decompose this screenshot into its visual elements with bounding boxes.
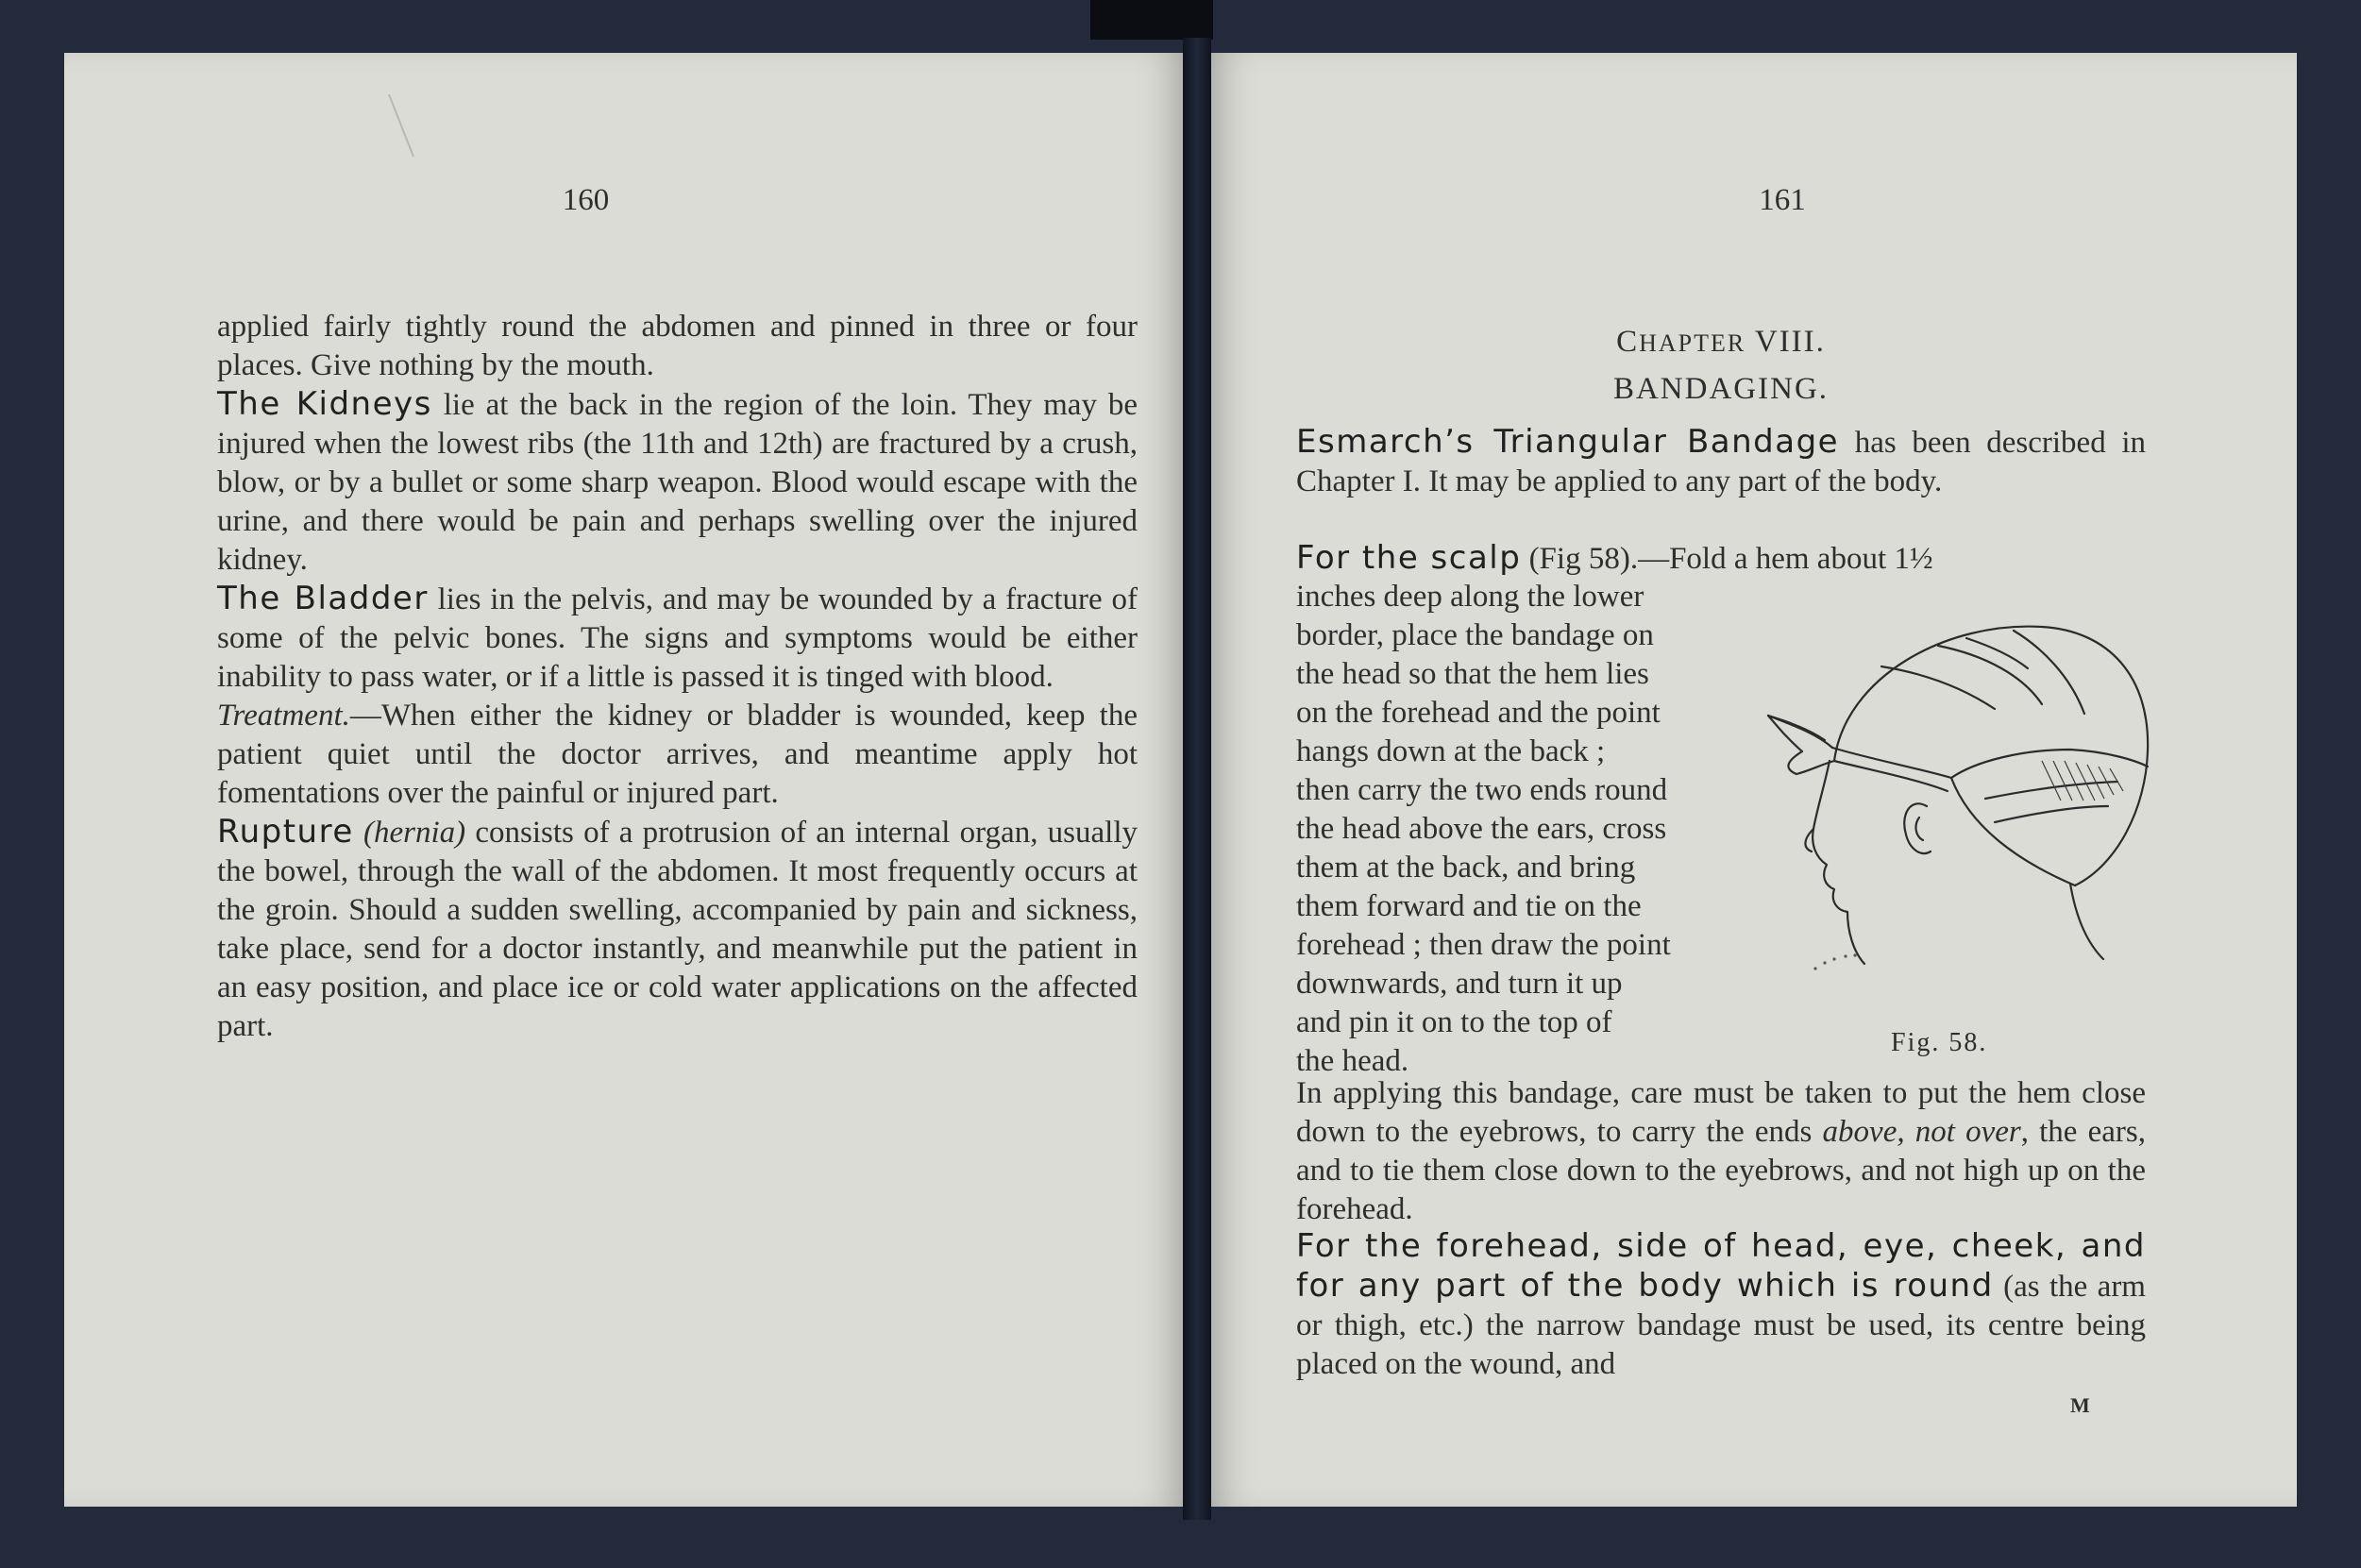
scalp-line: the head. bbox=[1296, 1044, 1409, 1078]
scalp-fig-reference: (Fig 58).—Fold a hem about 1½ bbox=[1521, 542, 1933, 576]
signature-mark: M bbox=[2070, 1393, 2090, 1417]
section-heading-forehead: For the forehead, side of head, eye, cheek, and for any part of the body which is round bbox=[1296, 1227, 2146, 1305]
scalp-line: downwards, and turn it up bbox=[1296, 967, 1623, 1001]
section-heading-esmarch: Esmarch’s Triangular Bandage bbox=[1296, 423, 1840, 461]
rupture-latin-term: (hernia) bbox=[363, 816, 466, 850]
section-heading-bladder: The Bladder bbox=[217, 580, 429, 617]
scalp-line: on the forehead and the point bbox=[1296, 696, 1661, 730]
scalp-line: forehead ; then draw the point bbox=[1296, 928, 1671, 962]
paragraph-kidneys bbox=[217, 385, 1138, 580]
paragraph-text: lie at the back in the region of the loin. They may be injured when the lowest ribs (the 11th and 12th) are fractured by a crush, blow, or by a bullet or some sharp weapon. Blood would escape with the urine, and there would be pain and perhaps swelling over the injured kidney. bbox=[217, 388, 1138, 577]
paragraph-text: , the ears, and to tie them close down to the eyebrows, and not high up on the forehead. bbox=[1296, 1115, 2146, 1226]
paragraph-applying bbox=[1296, 1074, 2146, 1229]
paragraph-continuation bbox=[217, 308, 1138, 385]
scalp-line: and pin it on to the top of bbox=[1296, 1005, 1612, 1039]
section-heading-kidneys: The Kidneys bbox=[217, 385, 432, 423]
scalp-line: inches deep along the lower bbox=[1296, 580, 1644, 614]
emphasis-above-not-over: above, not over bbox=[1822, 1115, 2021, 1149]
spine-shadow bbox=[1090, 0, 1213, 40]
left-page bbox=[64, 53, 1183, 1507]
scalp-line: them forward and tie on the bbox=[1296, 889, 1642, 923]
paragraph-text: —When either the kidney or bladder is wounded, keep the patient quiet until the doctor arrives, and meantime apply hot fomentations over the painful or injured part. bbox=[217, 699, 1138, 810]
scalp-first-line bbox=[1296, 539, 2146, 579]
paragraph-text: In applying this bandage, care must be taken to put the hem close down to the eyebrows, to carry the ends bbox=[1296, 1076, 2146, 1149]
paragraph-text: lies in the pelvis, and may be wounded by a fracture of some of the pelvic bones. The signs and symptoms would be either inability to pass water, or if a little is passed it is tinged with blood. bbox=[217, 582, 1138, 694]
scalp-line: hangs down at the back ; bbox=[1296, 734, 1606, 768]
scalp-line: the head above the ears, cross bbox=[1296, 812, 1667, 846]
paragraph-forehead bbox=[1296, 1227, 2146, 1384]
paragraph-text: (as the arm or thigh, etc.) the narrow bandage must be used, its centre being placed on the wound, and bbox=[1296, 1270, 2146, 1381]
chapter-label-rest: HAPTER bbox=[1639, 329, 1746, 357]
bandaged-head-illustration bbox=[1759, 582, 2155, 1016]
section-heading-rupture: Rupture bbox=[217, 813, 354, 851]
paragraph-text: applied fairly tightly round the abdomen and pinned in three or four places. Give nothing by the mouth. bbox=[217, 310, 1138, 382]
scalp-line: them at the back, and bring bbox=[1296, 851, 1636, 885]
left-page-body bbox=[217, 308, 1138, 1046]
right-page bbox=[1211, 53, 2297, 1507]
scalp-line: border, place the bandage on bbox=[1296, 618, 1654, 652]
paragraph-treatment bbox=[217, 697, 1138, 813]
scalp-line: the head so that the hem lies bbox=[1296, 657, 1649, 691]
paragraph-bladder bbox=[217, 580, 1138, 697]
paragraph-applying-text bbox=[1296, 1074, 2146, 1229]
chapter-title: BANDAGING. bbox=[1612, 372, 1830, 406]
treatment-label: Treatment. bbox=[217, 699, 350, 733]
scalp-line: then carry the two ends round bbox=[1296, 773, 1668, 807]
chapter-number: VIII. bbox=[1754, 325, 1826, 359]
figure-caption: Fig. 58. bbox=[1891, 1028, 1988, 1057]
paragraph-forehead-text bbox=[1296, 1227, 2146, 1384]
page-number-right: 161 bbox=[1759, 183, 1806, 217]
chapter-label-initial: C bbox=[1616, 325, 1640, 359]
page-number-left: 160 bbox=[562, 183, 610, 217]
section-heading-scalp: For the scalp bbox=[1296, 539, 1522, 577]
paragraph-text: consists of a protrusion of an internal organ, usually the bowel, through the wall of the abdomen. It most frequently occurs at the groin. Should a sudden swelling, accompanied by pain and sickness, take place, send for a doctor instantly, and meanwhile put the patient in an easy position, and place ice or cold water applications on the affected part. bbox=[217, 816, 1138, 1043]
paragraph-rupture bbox=[217, 813, 1138, 1046]
paragraph-scalp-heading-line bbox=[1296, 539, 2146, 579]
paragraph-esmarch bbox=[1296, 423, 2146, 501]
chapter-label bbox=[1296, 325, 2146, 360]
paragraph-scalp-body bbox=[1296, 578, 1745, 1081]
pencil-mark bbox=[385, 91, 423, 166]
paragraph-text: has been described in Chapter I. It may be applied to any part of the body. bbox=[1296, 426, 2146, 498]
paragraph-esmarch-text bbox=[1296, 423, 2146, 501]
book-gutter bbox=[1183, 38, 1211, 1520]
